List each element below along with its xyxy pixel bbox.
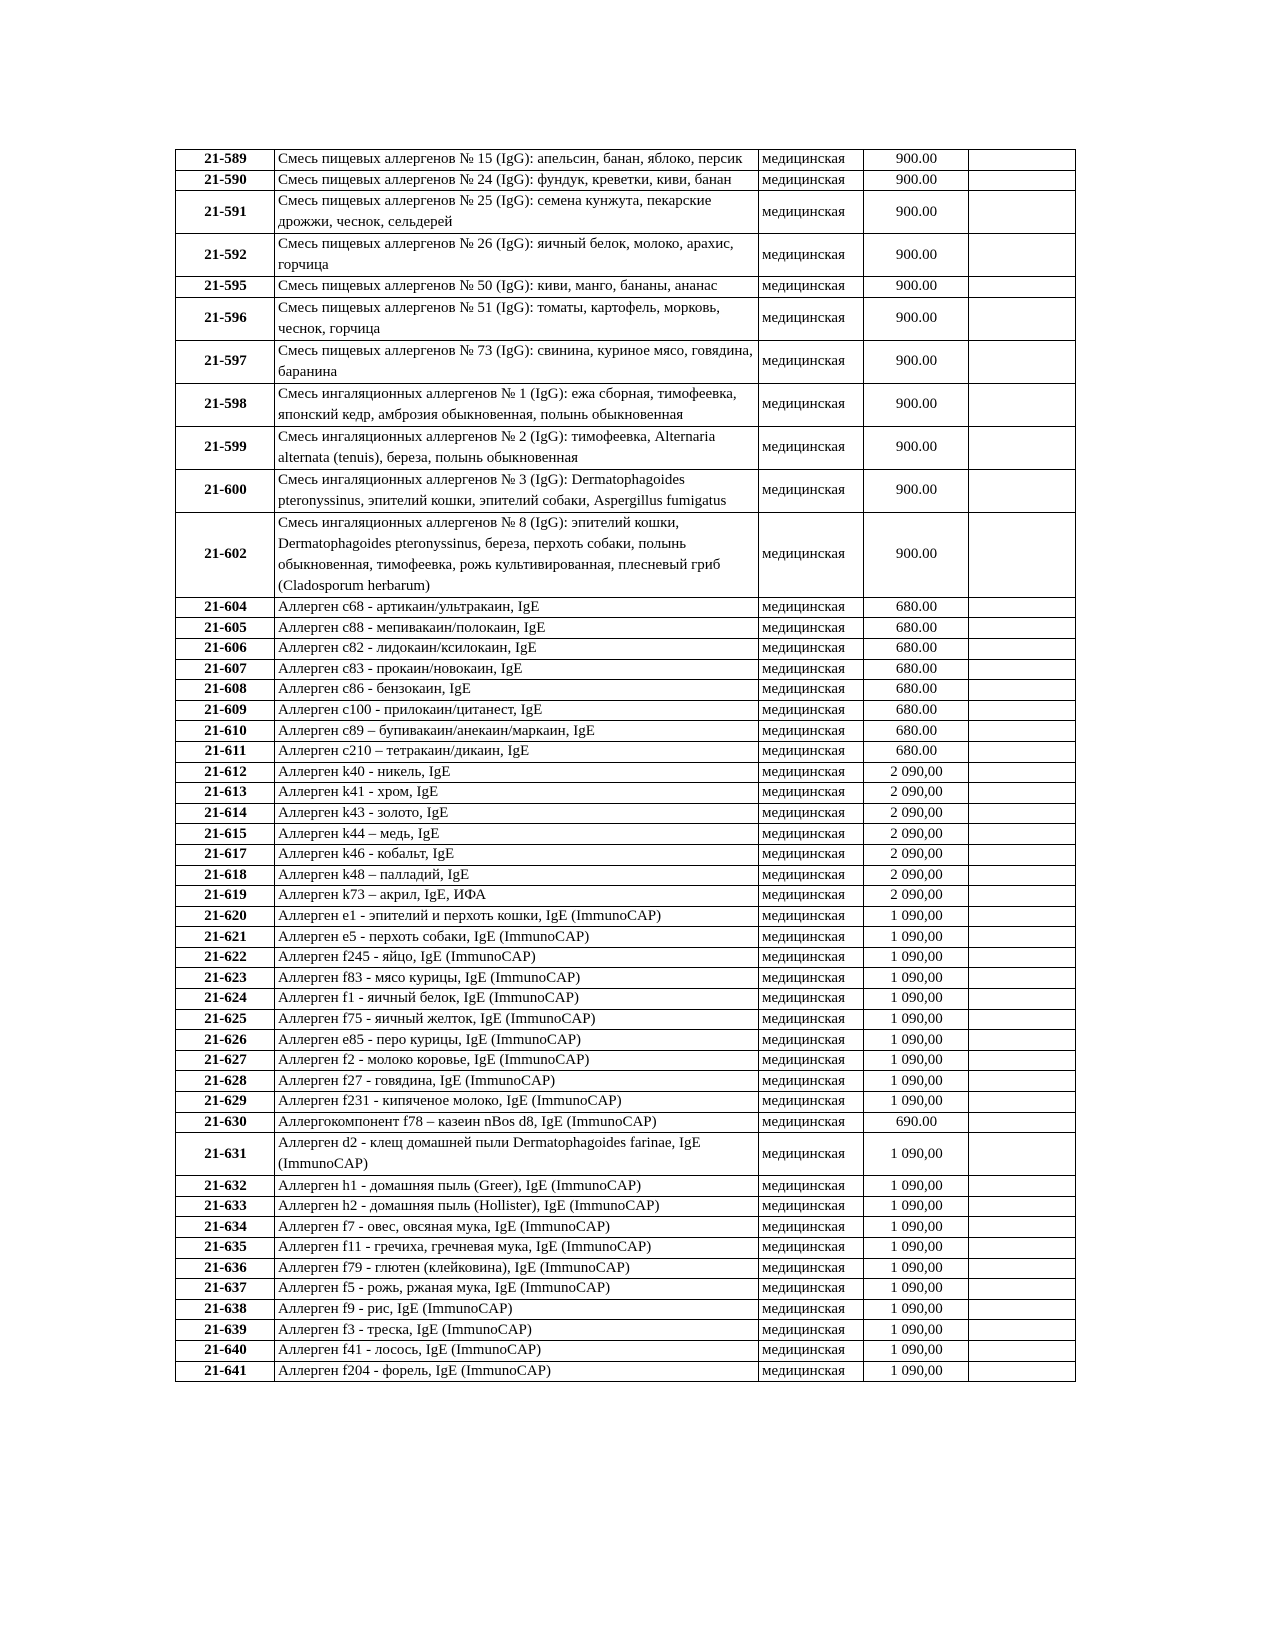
empty-cell: [969, 1279, 1076, 1300]
table-row: [176, 638, 1076, 659]
category-cell: медицинская: [759, 150, 864, 171]
price-cell: 1 090,00: [864, 1133, 969, 1176]
service-code-cell: 21-621: [176, 927, 275, 948]
empty-cell: [969, 618, 1076, 639]
price-cell: 1 090,00: [864, 989, 969, 1010]
empty-cell: [969, 469, 1076, 512]
empty-cell: [969, 680, 1076, 701]
price-list-body: [176, 150, 1076, 1382]
category-cell: медицинская: [759, 383, 864, 426]
service-code-cell: 21-632: [176, 1176, 275, 1197]
service-code-cell: 21-624: [176, 989, 275, 1010]
price-cell: 680.00: [864, 618, 969, 639]
table-row: [176, 803, 1076, 824]
service-name-cell: Смесь пищевых аллергенов № 15 (IgG): апельсин, банан, яблоко, персик: [275, 150, 759, 171]
table-row: [176, 1030, 1076, 1051]
empty-cell: [969, 1258, 1076, 1279]
table-row: [176, 170, 1076, 191]
table-row: [176, 680, 1076, 701]
empty-cell: [969, 1009, 1076, 1030]
category-cell: медицинская: [759, 1030, 864, 1051]
empty-cell: [969, 1030, 1076, 1051]
category-cell: медицинская: [759, 721, 864, 742]
price-cell: 1 090,00: [864, 1176, 969, 1197]
price-cell: 1 090,00: [864, 1009, 969, 1030]
table-row: [176, 1361, 1076, 1382]
service-name-cell: Аллерген f41 - лосось, IgE (ImmunoCAP): [275, 1340, 759, 1361]
empty-cell: [969, 512, 1076, 597]
service-name-cell: Аллерген k41 - хром, IgE: [275, 783, 759, 804]
service-code-cell: 21-609: [176, 700, 275, 721]
price-cell: 2 090,00: [864, 783, 969, 804]
price-cell: 900.00: [864, 426, 969, 469]
table-row: [176, 741, 1076, 762]
service-code-cell: 21-615: [176, 824, 275, 845]
table-row: [176, 1279, 1076, 1300]
price-cell: 1 090,00: [864, 1340, 969, 1361]
service-name-cell: Аллерген e1 - эпителий и перхоть кошки, IgE (ImmunoCAP): [275, 906, 759, 927]
category-cell: медицинская: [759, 1340, 864, 1361]
category-cell: медицинская: [759, 886, 864, 907]
table-row: [176, 191, 1076, 234]
price-cell: 1 090,00: [864, 1030, 969, 1051]
empty-cell: [969, 927, 1076, 948]
empty-cell: [969, 1361, 1076, 1382]
service-name-cell: Смесь пищевых аллергенов № 24 (IgG): фундук, креветки, киви, банан: [275, 170, 759, 191]
category-cell: медицинская: [759, 297, 864, 340]
service-code-cell: 21-626: [176, 1030, 275, 1051]
empty-cell: [969, 700, 1076, 721]
service-code-cell: 21-589: [176, 150, 275, 171]
table-row: [176, 844, 1076, 865]
category-cell: медицинская: [759, 1112, 864, 1133]
service-name-cell: Смесь ингаляционных аллергенов № 2 (IgG): тимофеевка, Alternaria alternata (tenuis), береза, полынь обыкновенная: [275, 426, 759, 469]
price-cell: 2 090,00: [864, 762, 969, 783]
category-cell: медицинская: [759, 1133, 864, 1176]
service-name-cell: Смесь пищевых аллергенов № 51 (IgG): томаты, картофель, морковь, чеснок, горчица: [275, 297, 759, 340]
empty-cell: [969, 947, 1076, 968]
service-code-cell: 21-604: [176, 597, 275, 618]
service-name-cell: Аллергокомпонент f78 – казеин nBos d8, IgE (ImmunoCAP): [275, 1112, 759, 1133]
service-code-cell: 21-610: [176, 721, 275, 742]
service-name-cell: Аллерген f11 - гречиха, гречневая мука, IgE (ImmunoCAP): [275, 1238, 759, 1259]
table-row: [176, 1238, 1076, 1259]
category-cell: медицинская: [759, 597, 864, 618]
service-name-cell: Аллерген f5 - рожь, ржаная мука, IgE (ImmunoCAP): [275, 1279, 759, 1300]
empty-cell: [969, 638, 1076, 659]
category-cell: медицинская: [759, 680, 864, 701]
service-name-cell: Аллерген d2 - клещ домашней пыли Dermatophagoides farinae, IgE (ImmunoCAP): [275, 1133, 759, 1176]
table-row: [176, 1009, 1076, 1030]
service-code-cell: 21-630: [176, 1112, 275, 1133]
service-code-cell: 21-614: [176, 803, 275, 824]
table-row: [176, 469, 1076, 512]
service-name-cell: Аллерген f9 - рис, IgE (ImmunoCAP): [275, 1299, 759, 1320]
table-row: [176, 1112, 1076, 1133]
service-code-cell: 21-598: [176, 383, 275, 426]
service-name-cell: Аллерген k73 – акрил, IgE, ИФА: [275, 886, 759, 907]
service-code-cell: 21-618: [176, 865, 275, 886]
service-code-cell: 21-623: [176, 968, 275, 989]
price-list-table: [175, 149, 1076, 1382]
empty-cell: [969, 297, 1076, 340]
service-code-cell: 21-639: [176, 1320, 275, 1341]
category-cell: медицинская: [759, 865, 864, 886]
category-cell: медицинская: [759, 1196, 864, 1217]
price-cell: 1 090,00: [864, 1279, 969, 1300]
category-cell: медицинская: [759, 469, 864, 512]
service-name-cell: Аллерген f27 - говядина, IgE (ImmunoCAP): [275, 1071, 759, 1092]
table-row: [176, 989, 1076, 1010]
service-code-cell: 21-636: [176, 1258, 275, 1279]
service-name-cell: Смесь пищевых аллергенов № 25 (IgG): семена кунжута, пекарские дрожжи, чеснок, сельдерей: [275, 191, 759, 234]
service-code-cell: 21-607: [176, 659, 275, 680]
service-code-cell: 21-600: [176, 469, 275, 512]
table-row: [176, 1340, 1076, 1361]
service-name-cell: Аллерген c83 - прокаин/новокаин, IgE: [275, 659, 759, 680]
price-cell: 1 090,00: [864, 1217, 969, 1238]
service-name-cell: Аллерген c86 - бензокаин, IgE: [275, 680, 759, 701]
empty-cell: [969, 1340, 1076, 1361]
empty-cell: [969, 1092, 1076, 1113]
service-name-cell: Аллерген f245 - яйцо, IgE (ImmunoCAP): [275, 947, 759, 968]
service-code-cell: 21-627: [176, 1050, 275, 1071]
service-code-cell: 21-635: [176, 1238, 275, 1259]
category-cell: медицинская: [759, 741, 864, 762]
empty-cell: [969, 597, 1076, 618]
table-row: [176, 426, 1076, 469]
table-row: [176, 1217, 1076, 1238]
empty-cell: [969, 1238, 1076, 1259]
category-cell: медицинская: [759, 618, 864, 639]
empty-cell: [969, 1133, 1076, 1176]
service-code-cell: 21-633: [176, 1196, 275, 1217]
service-code-cell: 21-638: [176, 1299, 275, 1320]
service-name-cell: Смесь ингаляционных аллергенов № 3 (IgG): Dermatophagoides pteronyssinus, эпителий кошки, эпителий собаки, Aspergillus fumigatus: [275, 469, 759, 512]
service-name-cell: Аллерген f75 - яичный желток, IgE (ImmunoCAP): [275, 1009, 759, 1030]
service-code-cell: 21-622: [176, 947, 275, 968]
service-name-cell: Аллерген f204 - форель, IgE (ImmunoCAP): [275, 1361, 759, 1382]
table-row: [176, 1050, 1076, 1071]
empty-cell: [969, 762, 1076, 783]
table-row: [176, 297, 1076, 340]
empty-cell: [969, 1071, 1076, 1092]
service-name-cell: Аллерген c68 - артикаин/ультракаин, IgE: [275, 597, 759, 618]
service-code-cell: 21-617: [176, 844, 275, 865]
table-row: [176, 721, 1076, 742]
category-cell: медицинская: [759, 512, 864, 597]
empty-cell: [969, 968, 1076, 989]
service-code-cell: 21-640: [176, 1340, 275, 1361]
table-row: [176, 1299, 1076, 1320]
empty-cell: [969, 783, 1076, 804]
price-cell: 900.00: [864, 297, 969, 340]
table-row: [176, 886, 1076, 907]
category-cell: медицинская: [759, 700, 864, 721]
empty-cell: [969, 1196, 1076, 1217]
service-code-cell: 21-591: [176, 191, 275, 234]
service-name-cell: Аллерген e5 - перхоть собаки, IgE (ImmunoCAP): [275, 927, 759, 948]
table-row: [176, 700, 1076, 721]
service-code-cell: 21-634: [176, 1217, 275, 1238]
category-cell: медицинская: [759, 1299, 864, 1320]
category-cell: медицинская: [759, 1092, 864, 1113]
price-cell: 680.00: [864, 597, 969, 618]
empty-cell: [969, 426, 1076, 469]
empty-cell: [969, 803, 1076, 824]
category-cell: медицинская: [759, 1279, 864, 1300]
service-name-cell: Аллерген c210 – тетракаин/дикаин, IgE: [275, 741, 759, 762]
category-cell: медицинская: [759, 638, 864, 659]
table-row: [176, 762, 1076, 783]
service-name-cell: Аллерген k48 – палладий, IgE: [275, 865, 759, 886]
empty-cell: [969, 170, 1076, 191]
table-row: [176, 824, 1076, 845]
service-name-cell: Аллерген f1 - яичный белок, IgE (ImmunoCAP): [275, 989, 759, 1010]
service-name-cell: Аллерген c89 – бупивакаин/анекаин/маркаин, IgE: [275, 721, 759, 742]
service-code-cell: 21-612: [176, 762, 275, 783]
empty-cell: [969, 383, 1076, 426]
price-cell: 2 090,00: [864, 844, 969, 865]
service-code-cell: 21-628: [176, 1071, 275, 1092]
empty-cell: [969, 659, 1076, 680]
service-name-cell: Смесь ингаляционных аллергенов № 8 (IgG): эпителий кошки, Dermatophagoides pteronyssinus, береза, перхоть собаки, полынь обыкновенная, тимофеевка, рожь культивированная, плесневый гриб (Cladosporum herbarum): [275, 512, 759, 597]
price-cell: 900.00: [864, 383, 969, 426]
service-name-cell: Аллерген e85 - перо курицы, IgE (ImmunoCAP): [275, 1030, 759, 1051]
service-name-cell: Смесь пищевых аллергенов № 73 (IgG): свинина, куриное мясо, говядина, баранина: [275, 340, 759, 383]
price-cell: 900.00: [864, 277, 969, 298]
category-cell: медицинская: [759, 1009, 864, 1030]
category-cell: медицинская: [759, 906, 864, 927]
category-cell: медицинская: [759, 340, 864, 383]
price-cell: 1 090,00: [864, 1361, 969, 1382]
service-name-cell: Аллерген f3 - треска, IgE (ImmunoCAP): [275, 1320, 759, 1341]
category-cell: медицинская: [759, 1050, 864, 1071]
price-cell: 900.00: [864, 469, 969, 512]
service-code-cell: 21-641: [176, 1361, 275, 1382]
service-name-cell: Аллерген k44 – медь, IgE: [275, 824, 759, 845]
price-cell: 680.00: [864, 700, 969, 721]
price-cell: 1 090,00: [864, 1258, 969, 1279]
category-cell: медицинская: [759, 803, 864, 824]
category-cell: медицинская: [759, 1361, 864, 1382]
service-name-cell: Аллерген h1 - домашняя пыль (Greer), IgE (ImmunoCAP): [275, 1176, 759, 1197]
service-code-cell: 21-619: [176, 886, 275, 907]
service-code-cell: 21-597: [176, 340, 275, 383]
service-name-cell: Аллерген k46 - кобальт, IgE: [275, 844, 759, 865]
table-row: [176, 659, 1076, 680]
category-cell: медицинская: [759, 659, 864, 680]
empty-cell: [969, 844, 1076, 865]
service-code-cell: 21-620: [176, 906, 275, 927]
category-cell: медицинская: [759, 762, 864, 783]
category-cell: медицинская: [759, 947, 864, 968]
price-cell: 900.00: [864, 170, 969, 191]
service-code-cell: 21-596: [176, 297, 275, 340]
price-cell: 900.00: [864, 150, 969, 171]
price-cell: 1 090,00: [864, 1092, 969, 1113]
price-cell: 1 090,00: [864, 947, 969, 968]
category-cell: медицинская: [759, 426, 864, 469]
table-row: [176, 968, 1076, 989]
table-row: [176, 1071, 1076, 1092]
price-cell: 680.00: [864, 741, 969, 762]
price-cell: 1 090,00: [864, 968, 969, 989]
price-cell: 1 090,00: [864, 1320, 969, 1341]
price-cell: 680.00: [864, 721, 969, 742]
service-code-cell: 21-625: [176, 1009, 275, 1030]
service-code-cell: 21-602: [176, 512, 275, 597]
empty-cell: [969, 886, 1076, 907]
table-row: [176, 1133, 1076, 1176]
service-name-cell: Аллерген f231 - кипяченое молоко, IgE (ImmunoCAP): [275, 1092, 759, 1113]
service-name-cell: Смесь пищевых аллергенов № 26 (IgG): яичный белок, молоко, арахис, горчица: [275, 234, 759, 277]
category-cell: медицинская: [759, 844, 864, 865]
service-name-cell: Аллерген f2 - молоко коровье, IgE (ImmunoCAP): [275, 1050, 759, 1071]
service-name-cell: Аллерген f79 - глютен (клейковина), IgE (ImmunoCAP): [275, 1258, 759, 1279]
price-cell: 900.00: [864, 191, 969, 234]
service-name-cell: Аллерген c100 - прилокаин/цитанест, IgE: [275, 700, 759, 721]
table-row: [176, 947, 1076, 968]
price-cell: 900.00: [864, 512, 969, 597]
empty-cell: [969, 906, 1076, 927]
category-cell: медицинская: [759, 824, 864, 845]
empty-cell: [969, 191, 1076, 234]
empty-cell: [969, 340, 1076, 383]
service-name-cell: Смесь ингаляционных аллергенов № 1 (IgG): ежа сборная, тимофеевка, японский кедр, амброзия обыкновенная, полынь обыкновенная: [275, 383, 759, 426]
empty-cell: [969, 150, 1076, 171]
empty-cell: [969, 1217, 1076, 1238]
service-code-cell: 21-613: [176, 783, 275, 804]
category-cell: медицинская: [759, 170, 864, 191]
price-cell: 1 090,00: [864, 1050, 969, 1071]
service-code-cell: 21-608: [176, 680, 275, 701]
service-code-cell: 21-605: [176, 618, 275, 639]
table-row: [176, 1092, 1076, 1113]
table-row: [176, 865, 1076, 886]
category-cell: медицинская: [759, 234, 864, 277]
table-row: [176, 1196, 1076, 1217]
table-row: [176, 618, 1076, 639]
price-cell: 1 090,00: [864, 906, 969, 927]
price-cell: 690.00: [864, 1112, 969, 1133]
category-cell: медицинская: [759, 989, 864, 1010]
table-row: [176, 927, 1076, 948]
category-cell: медицинская: [759, 1258, 864, 1279]
empty-cell: [969, 989, 1076, 1010]
price-cell: 1 090,00: [864, 927, 969, 948]
table-row: [176, 383, 1076, 426]
empty-cell: [969, 865, 1076, 886]
service-code-cell: 21-629: [176, 1092, 275, 1113]
table-row: [176, 597, 1076, 618]
table-row: [176, 512, 1076, 597]
price-cell: 2 090,00: [864, 865, 969, 886]
category-cell: медицинская: [759, 1217, 864, 1238]
price-cell: 1 090,00: [864, 1071, 969, 1092]
category-cell: медицинская: [759, 1176, 864, 1197]
table-row: [176, 1258, 1076, 1279]
empty-cell: [969, 741, 1076, 762]
price-cell: 2 090,00: [864, 803, 969, 824]
category-cell: медицинская: [759, 1320, 864, 1341]
empty-cell: [969, 277, 1076, 298]
table-row: [176, 150, 1076, 171]
service-code-cell: 21-611: [176, 741, 275, 762]
service-name-cell: Аллерген c88 - мепивакаин/полокаин, IgE: [275, 618, 759, 639]
service-name-cell: Смесь пищевых аллергенов № 50 (IgG): киви, манго, бананы, ананас: [275, 277, 759, 298]
category-cell: медицинская: [759, 968, 864, 989]
category-cell: медицинская: [759, 191, 864, 234]
category-cell: медицинская: [759, 1238, 864, 1259]
service-name-cell: Аллерген f83 - мясо курицы, IgE (ImmunoCAP): [275, 968, 759, 989]
price-cell: 900.00: [864, 340, 969, 383]
empty-cell: [969, 824, 1076, 845]
price-cell: 1 090,00: [864, 1238, 969, 1259]
service-code-cell: 21-592: [176, 234, 275, 277]
service-code-cell: 21-637: [176, 1279, 275, 1300]
service-code-cell: 21-599: [176, 426, 275, 469]
table-row: [176, 1320, 1076, 1341]
service-code-cell: 21-595: [176, 277, 275, 298]
service-code-cell: 21-590: [176, 170, 275, 191]
empty-cell: [969, 1299, 1076, 1320]
service-name-cell: Аллерген h2 - домашняя пыль (Hollister), IgE (ImmunoCAP): [275, 1196, 759, 1217]
empty-cell: [969, 1320, 1076, 1341]
service-name-cell: Аллерген k43 - золото, IgE: [275, 803, 759, 824]
empty-cell: [969, 234, 1076, 277]
price-cell: 1 090,00: [864, 1196, 969, 1217]
empty-cell: [969, 1050, 1076, 1071]
price-cell: 2 090,00: [864, 824, 969, 845]
price-cell: 900.00: [864, 234, 969, 277]
service-name-cell: Аллерген f7 - овес, овсяная мука, IgE (ImmunoCAP): [275, 1217, 759, 1238]
service-name-cell: Аллерген k40 - никель, IgE: [275, 762, 759, 783]
service-code-cell: 21-606: [176, 638, 275, 659]
price-cell: 680.00: [864, 638, 969, 659]
table-row: [176, 340, 1076, 383]
price-cell: 680.00: [864, 680, 969, 701]
empty-cell: [969, 721, 1076, 742]
category-cell: медицинская: [759, 277, 864, 298]
table-row: [176, 906, 1076, 927]
service-name-cell: Аллерген c82 - лидокаин/ксилокаин, IgE: [275, 638, 759, 659]
table-row: [176, 1176, 1076, 1197]
category-cell: медицинская: [759, 783, 864, 804]
table-row: [176, 783, 1076, 804]
price-cell: 680.00: [864, 659, 969, 680]
empty-cell: [969, 1112, 1076, 1133]
table-row: [176, 234, 1076, 277]
category-cell: медицинская: [759, 1071, 864, 1092]
category-cell: медицинская: [759, 927, 864, 948]
service-code-cell: 21-631: [176, 1133, 275, 1176]
price-cell: 1 090,00: [864, 1299, 969, 1320]
price-cell: 2 090,00: [864, 886, 969, 907]
table-row: [176, 277, 1076, 298]
empty-cell: [969, 1176, 1076, 1197]
